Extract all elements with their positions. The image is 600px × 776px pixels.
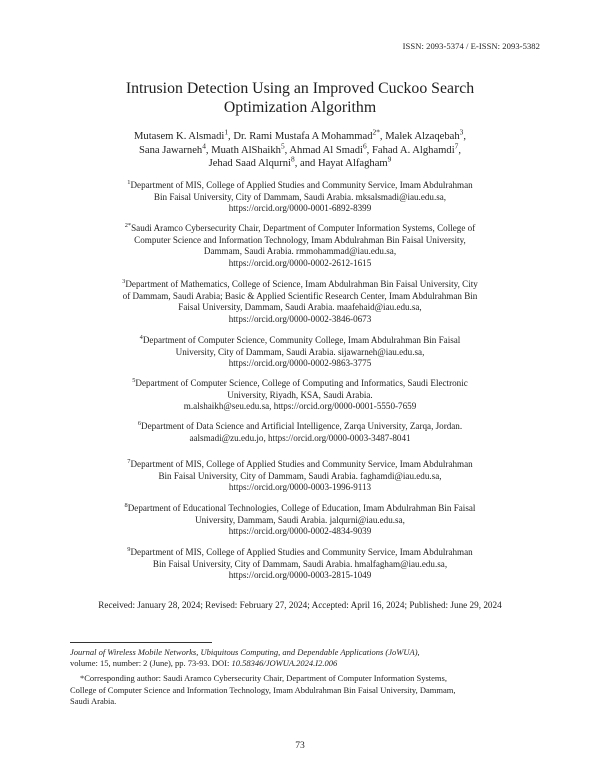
author-name: Jehad Saad Alqurni <box>208 158 291 170</box>
affiliation-7: $^7$Department of MIS, College of Applied Studies and Community Service, Imam Abdulrahman Bin Faisal University, City of Dammam, Saudi Arabia. faghamdi@iau.edu.sa, https://orcid.org/0000-0003-1996-9113 <box>127 457 473 493</box>
author-sup: 4 <box>202 141 206 151</box>
publication-dates: Received: January 28, 2024; Revised: February 27, 2024; Accepted: April 16, 2024; Published: June 29, 2024 <box>98 600 502 610</box>
author-line-3: Jehad Saad Alqurni$^8$, and Hayat Alfagham$^9$ <box>208 154 392 170</box>
title-line-2: Optimization Algorithm <box>223 99 377 116</box>
affiliation-4: $^4$Department of Computer Science, Community College, Imam Abdulrahman Bin Faisal University, City of Dammam, Saudi Arabia. sijawarneh@iau.edu.sa, https://orcid.org/0000-0002-9863-3775 <box>139 333 461 369</box>
author-name: Ahmad Al Smadi <box>289 144 363 156</box>
affiliation-2: $^{2*}$Saudi Aramco Cybersecurity Chair, Department of Computer Information Systems, College of Computer Science and Information Technology, Imam Abdulrahman Bin Faisal University, Dammam, Saudi Arabia. rmmohammad@iau.edu.sa, https://orcid.org/0000-0002-2612-1615 <box>124 221 476 268</box>
author-line-1: Mutasem K. Alsmadi$^1$, Dr. Rami Mustafa A Mohammad$^{2*}$, Malek Alzaqebah$^3$, <box>133 127 466 142</box>
title-line-1: Intrusion Detection Using an Improved Cuckoo Search <box>125 80 475 97</box>
author-name: Muath AlShaikh <box>211 144 281 156</box>
page-number: 73 <box>295 740 305 751</box>
author-name: Malek Alzaqebah <box>385 131 460 142</box>
affiliation-5: $^5$Department of Computer Science, College of Computing and Informatics, Saudi Electronic University, Riyadh, KSA, Saudi Arabia. m.alshaikh@seu.edu.sa, https://orcid.org/0000-0001-5550-7659 <box>132 376 468 412</box>
footnote-divider <box>70 642 212 643</box>
author-sup: 5 <box>280 141 285 151</box>
author-sup: 3 <box>459 127 464 137</box>
author-list <box>0 127 600 171</box>
author-name: Fahad A. Alghamdi <box>371 144 455 156</box>
affiliation-9: $^9$Department of MIS, College of Applied Studies and Community Service, Imam Abdulrahman Bin Faisal University, City of Dammam, Saudi Arabia. hmalfagham@iau.edu.sa, https://orcid.org/0000-0003-2815-1049 <box>127 545 473 581</box>
corresponding-author-note-cont: College of Computer Science and Information Technology, Imam Abdulrahman Bin Faisal University, Dammam, Saudi Arabia. <box>70 684 456 706</box>
author-line-2: Sana Jawarneh$^4$, Muath AlShaikh$^5$, Ahmad Al Smadi$^6$, Fahad A. Alghamdi$^7$, <box>138 141 462 156</box>
author-name: Hayat Alfagham <box>317 158 388 170</box>
affiliation-3: $^3$Department of Mathematics, College of Science, Imam Abdulrahman Bin Faisal University, City of Dammam, Saudi Arabia; Basic & Applied Scientific Research Center, Imam Abdulrahman Bin Faisal University, Dammam, Saudi Arabia. maafehaid@iau.edu.sa, https://orcid.org/0000-0002-3846-0673 <box>122 277 478 324</box>
author-name: Sana Jawarneh <box>138 144 203 156</box>
author-sup: 2* <box>372 127 380 137</box>
author-sup: 7 <box>454 141 459 151</box>
affiliation-1: $^1$Department of MIS, College of Applied Studies and Community Service, Imam Abdulrahman Bin Faisal University, City of Dammam, Saudi Arabia. mksalsmadi@iau.edu.sa, https://orcid.org/0000-0001-6892-8399 <box>127 178 473 214</box>
affiliation-6: $^6$Department of Data Science and Artificial Intelligence, Zarqa University, Zarqa, Jordan. aalsmadi@zu.edu.jo, https://orcid.org/0000-0003-3487-8041 <box>137 419 463 443</box>
affiliation-8: $^8$Department of Educational Technologies, College of Education, Imam Abdulrahman Bin Faisal University, Dammam, Saudi Arabia. jalqurni@iau.edu.sa, https://orcid.org/0000-0002-4834-9039 <box>124 501 476 537</box>
author-name: Mutasem K. Alsmadi <box>133 131 225 142</box>
paper-title <box>0 79 600 117</box>
author-sup: 1 <box>224 127 229 137</box>
doi-link[interactable]: 10.58346/JOWUA.2024.I2.006 <box>231 658 338 669</box>
author-sup: 6 <box>362 141 367 151</box>
author-sup: 8 <box>291 154 295 164</box>
corresponding-author-note: *Corresponding author: Saudi Aramco Cybersecurity Chair, Department of Computer Information Systems, <box>80 673 447 683</box>
issn-header: ISSN: 2093-5374 / E-ISSN: 2093-5382 <box>402 41 540 51</box>
author-sup: 9 <box>387 154 392 164</box>
journal-citation: Journal of Wireless Mobile Networks, Ubiquitous Computing, and Dependable Applications (JoWUA), volume: 15, number: 2 (June), pp. 73-93. DOI: 10.58346/JOWUA.2024.I2.006 <box>70 647 420 669</box>
author-name: Dr. Rami Mustafa A Mohammad <box>233 131 373 142</box>
